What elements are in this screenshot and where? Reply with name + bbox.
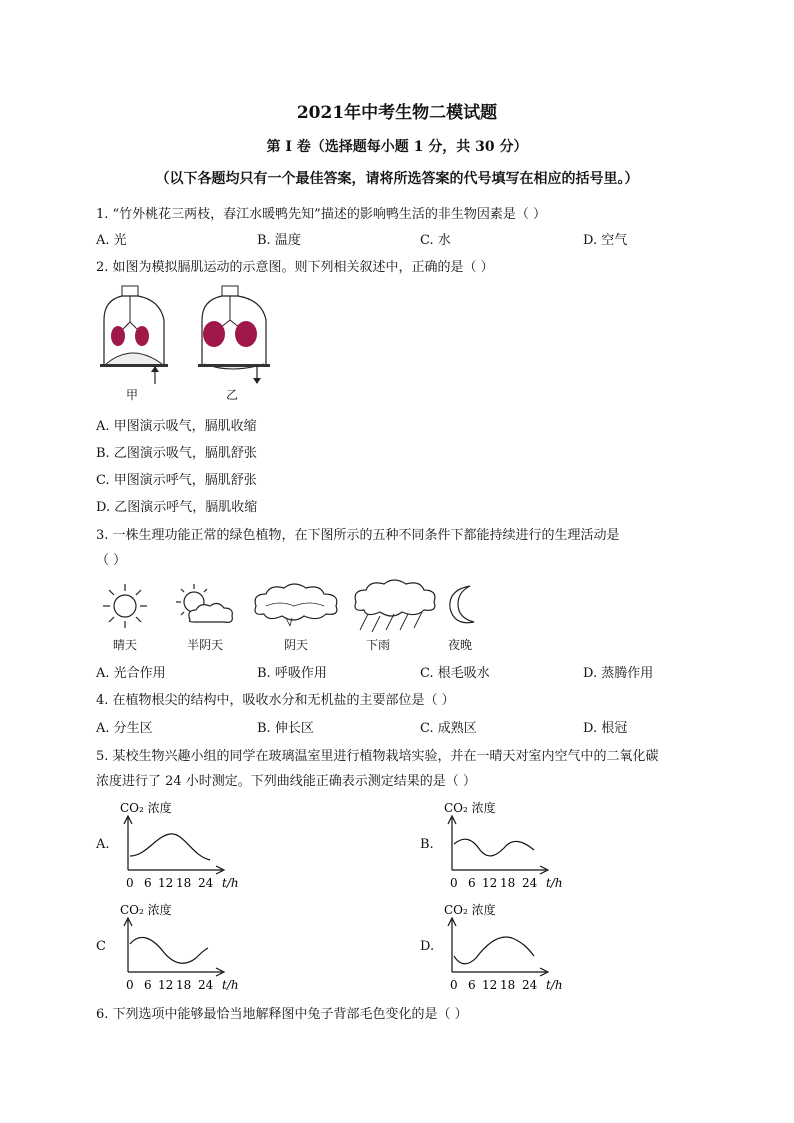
q1-option-d: D. 空气	[583, 233, 628, 248]
question-4-stem: 4. 在植物根尖的结构中，吸收水分和无机盐的主要部位是（ ）	[96, 693, 455, 708]
co2-graph-b	[442, 798, 572, 893]
q1-option-a: A. 光	[96, 233, 127, 248]
partly-cloudy-icon	[172, 582, 238, 630]
svg-text:12: 12	[482, 978, 498, 992]
up-arrow-icon	[150, 366, 160, 384]
svg-text:6: 6	[144, 978, 152, 992]
weather-label-rain: 下雨	[365, 638, 390, 652]
svg-text:t/h: t/h	[546, 978, 563, 992]
section-heading: 第 I 卷（选择题每小题 1 分，共 30 分）	[266, 139, 528, 155]
svg-text:12: 12	[482, 876, 498, 890]
sun-icon	[100, 582, 150, 630]
instruction-text: （以下各题均只有一个最佳答案，请将所选答案的代号填写在相应的括号里。）	[155, 171, 639, 187]
q1-option-c: C. 水	[420, 233, 451, 248]
svg-text:24: 24	[198, 876, 214, 890]
rain-icon	[348, 578, 440, 632]
q2-option-c: C. 甲图演示呼气，膈肌舒张	[96, 473, 257, 488]
question-3-paren: （ ）	[96, 553, 127, 568]
q3-option-a: A. 光合作用	[96, 666, 166, 681]
svg-text:12: 12	[158, 978, 174, 992]
svg-text:0: 0	[126, 876, 134, 890]
q2-option-a: A. 甲图演示吸气，膈肌收缩	[96, 419, 257, 434]
graph-d-ylabel: CO₂ 浓度	[444, 903, 496, 917]
q5-option-b-letter: B.	[420, 837, 434, 852]
weather-label-cloudy: 阴天	[283, 638, 308, 652]
co2-graph-a	[118, 798, 248, 893]
weather-label-night: 夜晚	[447, 638, 472, 652]
q5-option-a-letter: A.	[96, 837, 110, 852]
q4-option-d: D. 根冠	[583, 721, 628, 736]
weather-label-sunny: 晴天	[112, 638, 137, 652]
page-title: 2021年中考生物二模试题	[296, 103, 498, 123]
diagram-label-jia: 甲	[125, 388, 138, 402]
q1-option-b: B. 温度	[257, 233, 301, 248]
svg-text:t/h: t/h	[222, 876, 239, 890]
q4-option-a: A. 分生区	[96, 721, 153, 736]
graph-b-ylabel: CO₂ 浓度	[444, 801, 496, 815]
svg-text:0: 0	[450, 978, 458, 992]
graph-a-ylabel: CO₂ 浓度	[120, 801, 172, 815]
question-5-stem-line1: 5. 某校生物兴趣小组的同学在玻璃温室里进行植物栽培实验，并在一晴天对室内空气中的二氧化碳	[96, 749, 659, 764]
q3-option-c: C. 根毛吸水	[420, 666, 490, 681]
question-3-stem: 3. 一株生理功能正常的绿色植物，在下图所示的五种不同条件下都能持续进行的生理活动是	[96, 528, 620, 543]
weather-label-partly-cloudy: 半阴天	[186, 638, 223, 652]
moon-icon	[442, 582, 480, 628]
svg-text:18: 18	[176, 876, 192, 890]
q4-option-b: B. 伸长区	[257, 721, 314, 736]
svg-text:24: 24	[522, 978, 538, 992]
q5-option-c-letter: C	[96, 939, 106, 954]
svg-text:18: 18	[500, 978, 516, 992]
q3-option-d: D. 蒸腾作用	[583, 666, 654, 681]
q3-option-b: B. 呼吸作用	[257, 666, 327, 681]
question-1-stem: 1. “竹外桃花三两枝，春江水暖鸭先知”描述的影响鸭生活的非生物因素是（ ）	[96, 207, 546, 222]
svg-text:0: 0	[126, 978, 134, 992]
cloudy-icon	[250, 580, 342, 630]
co2-graph-c	[118, 900, 248, 995]
svg-text:18: 18	[500, 876, 516, 890]
svg-text:24: 24	[198, 978, 214, 992]
svg-text:t/h: t/h	[546, 876, 563, 890]
svg-text:6: 6	[468, 978, 476, 992]
svg-text:24: 24	[522, 876, 538, 890]
diagram-label-yi: 乙	[225, 388, 238, 402]
question-5-stem-line2: 浓度进行了 24 小时测定。下列曲线能正确表示测定结果的是（ ）	[96, 774, 476, 789]
bell-jar-diagram-yi	[196, 284, 276, 374]
svg-text:18: 18	[176, 978, 192, 992]
question-2-stem: 2. 如图为模拟膈肌运动的示意图。则下列相关叙述中，正确的是（ ）	[96, 260, 494, 275]
q5-option-d-letter: D.	[420, 939, 435, 954]
svg-text:6: 6	[144, 876, 152, 890]
svg-text:t/h: t/h	[222, 978, 239, 992]
graph-c-ylabel: CO₂ 浓度	[120, 903, 172, 917]
q2-option-d: D. 乙图演示呼气，膈肌收缩	[96, 500, 258, 515]
question-6-stem: 6. 下列选项中能够最恰当地解释图中兔子背部毛色变化的是（ ）	[96, 1007, 468, 1022]
down-arrow-icon	[252, 366, 262, 384]
bell-jar-diagram-jia	[98, 284, 178, 374]
svg-text:0: 0	[450, 876, 458, 890]
co2-graph-d	[442, 900, 572, 995]
svg-text:6: 6	[468, 876, 476, 890]
q4-option-c: C. 成熟区	[420, 721, 477, 736]
svg-text:12: 12	[158, 876, 174, 890]
q2-option-b: B. 乙图演示吸气，膈肌舒张	[96, 446, 257, 461]
